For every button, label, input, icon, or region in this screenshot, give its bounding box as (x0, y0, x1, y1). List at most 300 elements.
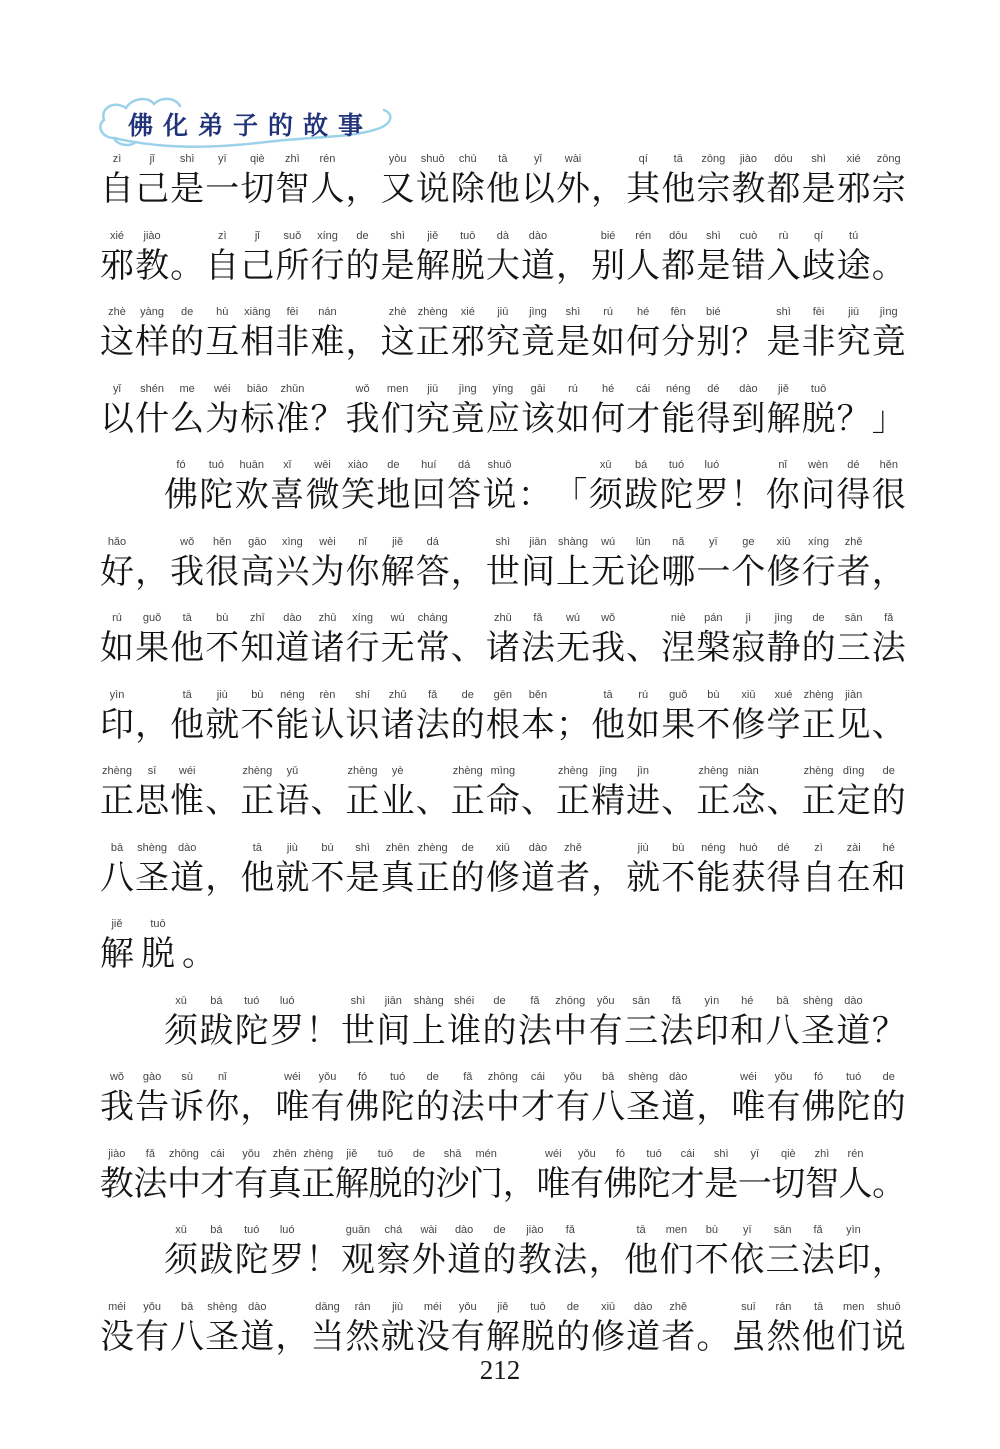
hanzi-with-pinyin (235, 1223, 269, 1282)
pinyin-annotation: yǔ (286, 765, 299, 777)
pinyin-annotation: tuó (646, 1147, 662, 1160)
punctuation-glyph (521, 764, 555, 823)
pinyin-annotation: lùn (635, 535, 651, 548)
hanzi-with-pinyin (731, 229, 765, 288)
hanzi-with-pinyin (556, 841, 590, 900)
pinyin-annotation: xué (774, 688, 793, 701)
pinyin-annotation: sī (147, 765, 157, 777)
pinyin-annotation: jiū (427, 382, 439, 395)
hanzi-with-pinyin (837, 764, 871, 823)
hanzi-with-pinyin (766, 994, 800, 1053)
pinyin-annotation: jìng (774, 612, 793, 624)
hanzi-with-pinyin (766, 841, 800, 900)
hanzi-with-pinyin (553, 994, 587, 1053)
hanzi-character: 念 (731, 783, 766, 820)
hanzi-with-pinyin (240, 152, 274, 211)
pinyin-annotation: yǒu (774, 1071, 793, 1083)
hanzi-with-pinyin (205, 611, 239, 670)
hanzi-with-pinyin (270, 458, 304, 517)
hanzi-with-pinyin (310, 305, 344, 364)
hanzi-character: 能 (661, 400, 696, 438)
hanzi-with-pinyin (135, 611, 169, 670)
pinyin-annotation: zhèng (452, 765, 483, 777)
hanzi-character: ， (205, 859, 240, 897)
hanzi-with-pinyin (205, 305, 239, 364)
punctuation-glyph (306, 1223, 340, 1282)
hanzi-character: 一 (737, 1165, 772, 1203)
pinyin-annotation: de (493, 1224, 506, 1236)
punctuation-glyph (306, 994, 340, 1053)
chapter-header (96, 90, 426, 156)
hanzi-character: 「 (553, 477, 588, 514)
hanzi-with-pinyin (626, 229, 660, 288)
pinyin-annotation: hé (741, 994, 754, 1007)
hanzi-character: 得 (766, 859, 801, 897)
hanzi-character: 无 (556, 630, 591, 667)
hanzi-character: 获 (731, 859, 766, 897)
hanzi-with-pinyin (346, 1070, 380, 1129)
hanzi-with-pinyin (661, 152, 695, 211)
hanzi-character: 的 (450, 706, 485, 744)
hanzi-character: 行 (801, 553, 836, 591)
hanzi-with-pinyin (801, 458, 835, 517)
hanzi-with-pinyin (346, 229, 380, 288)
hanzi-character: ， (135, 553, 170, 591)
hanzi-with-pinyin (591, 1070, 625, 1129)
hanzi-character: 他 (170, 706, 205, 744)
hanzi-character: 正 (100, 783, 134, 820)
hanzi-with-pinyin (704, 1147, 738, 1206)
hanzi-character: 就 (205, 706, 240, 744)
hanzi-with-pinyin (626, 1300, 660, 1359)
hanzi-character: 、 (661, 783, 696, 820)
hanzi-with-pinyin (240, 382, 274, 441)
hanzi-character: 你 (345, 553, 380, 591)
hanzi-character: 知 (240, 630, 275, 667)
hanzi-with-pinyin (381, 305, 415, 364)
hanzi-character: 印 (100, 706, 134, 744)
pinyin-annotation: bié (600, 229, 616, 242)
hanzi-with-pinyin (240, 611, 274, 670)
hanzi-with-pinyin (626, 382, 660, 441)
hanzi-with-pinyin (275, 382, 309, 441)
hanzi-character: 须 (164, 1242, 198, 1279)
pinyin-annotation: tā (813, 1300, 824, 1313)
pinyin-annotation: dào (844, 994, 863, 1007)
pinyin-annotation: sān (844, 612, 863, 624)
hanzi-character: 这 (380, 324, 415, 361)
page-title: 佛化弟子的故事 (128, 113, 374, 140)
pinyin-annotation: néng (666, 382, 691, 395)
pinyin-annotation: dào (177, 841, 197, 854)
hanzi-character: 喜 (270, 477, 305, 514)
punctuation-glyph (346, 305, 380, 364)
pinyin-annotation: jiān (384, 994, 402, 1007)
hanzi-with-pinyin (486, 382, 520, 441)
ruby-line (100, 535, 906, 612)
pinyin-annotation: qí (813, 229, 824, 242)
pinyin-annotation: rén (319, 153, 336, 165)
pinyin-annotation: luó (704, 459, 720, 471)
pinyin-annotation: tā (636, 1224, 646, 1236)
hanzi-character: ， (135, 706, 170, 744)
hanzi-character: 进 (626, 783, 661, 820)
pinyin-annotation: xíng (352, 612, 373, 624)
hanzi-character: 脱 (520, 1318, 555, 1356)
pinyin-annotation: de (387, 459, 400, 471)
pinyin-annotation: zhēn (385, 841, 410, 854)
hanzi-with-pinyin (170, 611, 204, 670)
punctuation-glyph (205, 841, 239, 900)
pinyin-annotation: zhū (493, 612, 512, 624)
pinyin-annotation: rán (354, 1300, 371, 1313)
punctuation-glyph (135, 688, 169, 747)
hanzi-with-pinyin (731, 1070, 765, 1129)
pinyin-annotation: hǎo (107, 535, 127, 548)
pinyin-annotation: zhì (285, 153, 300, 165)
hanzi-with-pinyin (872, 841, 906, 900)
punctuation-glyph (661, 764, 695, 823)
hanzi-character: 、 (871, 706, 906, 744)
hanzi-character: 中 (553, 1012, 588, 1050)
pinyin-annotation: néng (701, 841, 726, 854)
hanzi-with-pinyin (141, 917, 175, 976)
hanzi-with-pinyin (451, 152, 485, 211)
hanzi-with-pinyin (589, 458, 623, 517)
hanzi-character: 。 (182, 936, 216, 973)
page-number: 212 (479, 1355, 521, 1385)
hanzi-with-pinyin (766, 152, 800, 211)
hanzi-character: 别 (696, 324, 731, 361)
punctuation-glyph (591, 152, 625, 211)
hanzi-with-pinyin (766, 305, 800, 364)
hanzi-with-pinyin (591, 688, 625, 747)
hanzi-character: 所 (275, 247, 310, 285)
hanzi-with-pinyin (275, 688, 309, 747)
pinyin-annotation: guān (345, 1224, 371, 1236)
hanzi-with-pinyin (275, 305, 309, 364)
hanzi-with-pinyin (591, 382, 625, 441)
hanzi-with-pinyin (381, 764, 415, 823)
hanzi-character: 我 (100, 1089, 134, 1126)
punctuation-glyph (766, 764, 800, 823)
hanzi-with-pinyin (766, 688, 800, 747)
pinyin-annotation: nán (318, 306, 337, 318)
hanzi-character: 其 (626, 171, 661, 208)
hanzi-with-pinyin (310, 1070, 344, 1129)
hanzi-character: 上 (556, 553, 591, 591)
pinyin-annotation: wú (601, 535, 616, 548)
hanzi-character: 正 (556, 783, 591, 820)
hanzi-character: 说 (871, 1318, 906, 1356)
pinyin-annotation: shèng (137, 841, 168, 854)
hanzi-with-pinyin (310, 611, 344, 670)
hanzi-with-pinyin (341, 458, 375, 517)
pinyin-annotation: bù (216, 612, 229, 624)
pinyin-annotation: jiān (529, 535, 547, 548)
hanzi-with-pinyin (872, 458, 906, 517)
hanzi-with-pinyin (624, 1223, 658, 1282)
pinyin-annotation: yìn (109, 688, 125, 701)
hanzi-with-pinyin (521, 229, 555, 288)
pinyin-annotation: zhì (814, 1147, 830, 1160)
hanzi-with-pinyin (164, 1223, 198, 1282)
hanzi-character: 是 (380, 247, 415, 285)
hanzi-character: 法 (871, 630, 906, 667)
hanzi-character: 」 (871, 400, 906, 438)
pinyin-annotation: de (356, 229, 369, 242)
hanzi-with-pinyin (766, 229, 800, 288)
hanzi-with-pinyin (591, 229, 625, 288)
hanzi-with-pinyin (205, 382, 239, 441)
hanzi-character: 是 (704, 1165, 739, 1203)
pinyin-annotation: tú (849, 229, 859, 242)
pinyin-annotation: shì (565, 306, 581, 318)
pinyin-annotation: rù (778, 229, 789, 242)
pinyin-annotation: men (386, 382, 409, 395)
hanzi-with-pinyin (661, 229, 695, 288)
hanzi-character: 道 (626, 1318, 661, 1356)
pinyin-annotation: zhèng (558, 765, 588, 777)
hanzi-character: 教 (135, 247, 170, 285)
punctuation-glyph (310, 764, 344, 823)
hanzi-character: ！ (730, 477, 765, 514)
hanzi-with-pinyin (483, 994, 517, 1053)
hanzi-character: 、 (205, 783, 240, 820)
hanzi-with-pinyin (451, 1070, 485, 1129)
pinyin-annotation: guǒ (142, 612, 162, 624)
pinyin-annotation: zhè (388, 306, 407, 318)
pinyin-annotation: yàng (140, 306, 164, 318)
pinyin-annotation: fēn (670, 306, 686, 318)
hanzi-character: 唯 (275, 1089, 310, 1126)
hanzi-character: 他 (661, 171, 696, 208)
hanzi-character: 、 (520, 783, 555, 820)
hanzi-with-pinyin (205, 688, 239, 747)
pinyin-annotation: wèi (319, 535, 336, 548)
pinyin-annotation: shuō (487, 459, 512, 471)
hanzi-character: 跋 (199, 1012, 234, 1050)
pinyin-annotation: fǎ (884, 612, 894, 624)
hanzi-with-pinyin (205, 1070, 239, 1129)
pinyin-annotation: jiū (497, 306, 509, 318)
hanzi-character: 门 (469, 1165, 504, 1203)
hanzi-with-pinyin (802, 1300, 836, 1359)
hanzi-with-pinyin (199, 458, 233, 517)
pinyin-annotation: xíng (808, 535, 829, 548)
hanzi-with-pinyin (659, 458, 693, 517)
pinyin-annotation: xiū (741, 688, 756, 701)
hanzi-with-pinyin (310, 229, 344, 288)
pinyin-annotation: cháng (417, 612, 448, 624)
hanzi-with-pinyin (416, 152, 450, 211)
hanzi-with-pinyin (802, 611, 836, 670)
hanzi-character: 识 (345, 706, 380, 744)
pinyin-annotation: jiě (497, 1300, 509, 1313)
hanzi-character: 有 (234, 1165, 269, 1203)
hanzi-with-pinyin (376, 994, 410, 1053)
pinyin-annotation: dìng (842, 765, 865, 777)
pinyin-annotation: yī (750, 1147, 760, 1160)
hanzi-character: 法 (517, 1012, 552, 1050)
hanzi-character: 有 (450, 1318, 485, 1356)
hanzi-with-pinyin (451, 382, 485, 441)
hanzi-character: 修 (731, 706, 766, 744)
pinyin-annotation: wú (390, 612, 405, 624)
hanzi-character: 道 (240, 1318, 275, 1356)
hanzi-with-pinyin (270, 1223, 304, 1282)
hanzi-character: 道 (661, 1089, 696, 1126)
hanzi-character: ， (871, 1242, 906, 1279)
hanzi-with-pinyin (135, 305, 169, 364)
hanzi-character: 三 (624, 1012, 659, 1050)
pinyin-annotation: me (179, 382, 195, 395)
hanzi-with-pinyin (766, 1300, 800, 1359)
hanzi-with-pinyin (134, 1147, 168, 1206)
pinyin-annotation: tuō (460, 229, 476, 242)
hanzi-character: 是 (170, 171, 205, 208)
hanzi-with-pinyin (205, 1300, 239, 1359)
punctuation-glyph (182, 917, 216, 976)
hanzi-with-pinyin (201, 1147, 235, 1206)
hanzi-character: 脱 (141, 936, 175, 973)
hanzi-character: 答 (447, 477, 482, 514)
hanzi-with-pinyin (240, 229, 274, 288)
hanzi-with-pinyin (661, 535, 695, 594)
hanzi-with-pinyin (738, 1147, 772, 1206)
hanzi-character: 教 (517, 1242, 552, 1279)
hanzi-character: 修 (485, 859, 520, 897)
pinyin-annotation: jiě (427, 229, 439, 242)
hanzi-with-pinyin (100, 535, 134, 594)
hanzi-with-pinyin (731, 152, 765, 211)
hanzi-character: 切 (771, 1165, 806, 1203)
hanzi-with-pinyin (346, 382, 380, 441)
hanzi-character: 微 (305, 477, 340, 514)
ruby-line (100, 1147, 906, 1224)
hanzi-with-pinyin (837, 841, 871, 900)
punctuation-glyph (872, 688, 906, 747)
hanzi-character: 圣 (135, 859, 170, 897)
hanzi-with-pinyin (839, 1147, 873, 1206)
hanzi-with-pinyin (486, 1300, 520, 1359)
hanzi-with-pinyin (170, 1070, 204, 1129)
hanzi-character: 邪 (450, 324, 485, 361)
pinyin-annotation: tuō (530, 1300, 546, 1313)
hanzi-with-pinyin (553, 1223, 587, 1282)
hanzi-character: 解 (415, 247, 450, 285)
hanzi-with-pinyin (624, 458, 658, 517)
hanzi-with-pinyin (731, 1300, 765, 1359)
pinyin-annotation: luó (279, 994, 295, 1007)
pinyin-annotation: yǒu (578, 1147, 596, 1160)
hanzi-character: 的 (170, 324, 205, 361)
hanzi-with-pinyin (661, 382, 695, 441)
hanzi-with-pinyin (240, 305, 274, 364)
hanzi-character: 解 (100, 936, 134, 973)
pinyin-annotation: dà (496, 229, 509, 242)
pinyin-annotation: bù (705, 1224, 718, 1236)
hanzi-with-pinyin (135, 382, 169, 441)
punctuation-glyph (553, 458, 587, 517)
hanzi-with-pinyin (100, 611, 134, 670)
hanzi-character: 得 (696, 400, 731, 438)
hanzi-with-pinyin (661, 688, 695, 747)
hanzi-with-pinyin (556, 611, 590, 670)
hanzi-character: 。 (696, 1318, 731, 1356)
pinyin-annotation: yǒu (596, 994, 615, 1007)
hanzi-character: 己 (135, 171, 170, 208)
hanzi-character: 该 (520, 400, 555, 438)
hanzi-with-pinyin (837, 305, 871, 364)
hanzi-character: 们 (836, 1318, 871, 1356)
hanzi-character: 他 (591, 706, 626, 744)
hanzi-with-pinyin (270, 994, 304, 1053)
hanzi-character: 智 (275, 171, 310, 208)
hanzi-character: 三 (765, 1242, 800, 1279)
pinyin-annotation: nǐ (358, 535, 367, 548)
hanzi-with-pinyin (730, 1223, 764, 1282)
hanzi-with-pinyin (731, 535, 765, 594)
pinyin-annotation: wài (420, 1224, 437, 1236)
pinyin-annotation: rén (847, 1147, 864, 1160)
pinyin-annotation: hé (637, 306, 650, 318)
hanzi-character: 这 (100, 324, 134, 361)
hanzi-character: 正 (801, 706, 836, 744)
hanzi-with-pinyin (696, 152, 730, 211)
hanzi-with-pinyin (135, 841, 169, 900)
hanzi-with-pinyin (801, 1223, 835, 1282)
hanzi-with-pinyin (556, 152, 590, 211)
hanzi-character: 诸 (380, 706, 415, 744)
hanzi-with-pinyin (521, 841, 555, 900)
hanzi-character: 标 (240, 400, 275, 438)
pinyin-annotation: shèng (628, 1071, 659, 1083)
hanzi-with-pinyin (416, 611, 450, 670)
hanzi-with-pinyin (240, 535, 274, 594)
pinyin-annotation: yìn (704, 994, 720, 1007)
hanzi-character: 罗 (270, 1242, 305, 1279)
hanzi-character: 人 (310, 171, 345, 208)
pinyin-annotation: jiù (286, 841, 298, 854)
hanzi-character: ！ (305, 1012, 340, 1050)
hanzi-character: 是 (801, 171, 836, 208)
hanzi-with-pinyin (135, 229, 169, 288)
pinyin-annotation: jiào (526, 1224, 544, 1236)
hanzi-character: 正 (415, 324, 450, 361)
hanzi-with-pinyin (100, 1147, 134, 1206)
hanzi-with-pinyin (164, 458, 198, 517)
ruby-line (100, 611, 906, 688)
hanzi-with-pinyin (659, 994, 693, 1053)
hanzi-with-pinyin (626, 688, 660, 747)
pinyin-annotation: gāo (248, 535, 267, 548)
pinyin-annotation: dào (669, 1071, 688, 1083)
hanzi-with-pinyin (170, 305, 204, 364)
pinyin-annotation: wài (564, 153, 582, 165)
pinyin-annotation: zì (217, 229, 227, 242)
hanzi-character: 非 (275, 324, 310, 361)
hanzi-with-pinyin (696, 688, 730, 747)
hanzi-character: 互 (205, 324, 240, 361)
pinyin-annotation: xiào (347, 459, 369, 471)
pinyin-annotation: tā (673, 153, 683, 165)
pinyin-annotation: men (842, 1300, 865, 1313)
pinyin-annotation: jiū (848, 306, 860, 318)
hanzi-with-pinyin (872, 611, 906, 670)
pinyin-annotation: fǎ (530, 994, 540, 1007)
hanzi-with-pinyin (412, 994, 446, 1053)
